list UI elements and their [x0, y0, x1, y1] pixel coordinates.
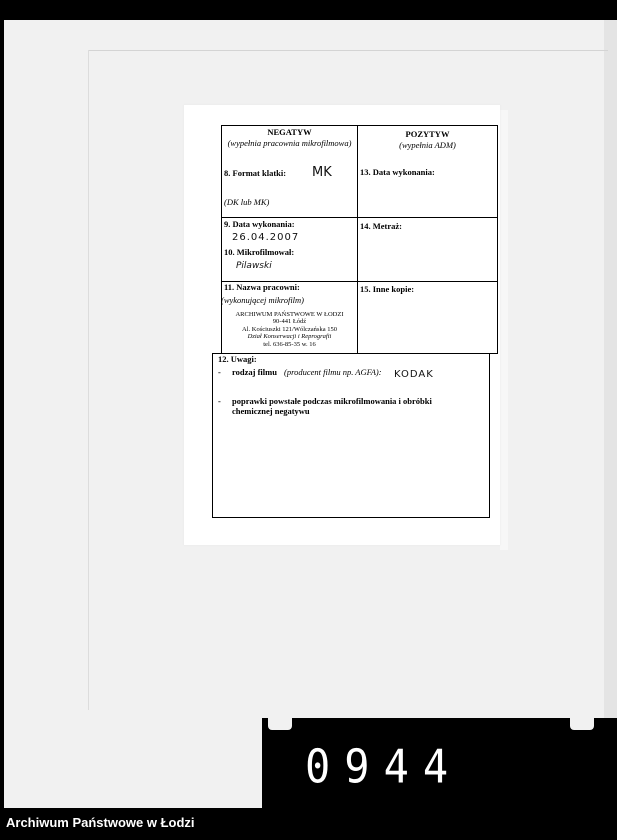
field-10-label: 10. Mikrofilmował: [224, 247, 295, 257]
field-8-hint: (DK lub MK) [224, 197, 270, 207]
field-12-label: 12. Uwagi: [218, 354, 257, 364]
remark-film-type-hint: (producent filmu np. AGFA): [284, 367, 382, 377]
stamp-line: Al. Kościuszki 121/Wólczańska 150 [242, 326, 337, 333]
background-shadow-line [88, 50, 608, 51]
film-notch [570, 718, 594, 730]
negatyw-title: NEGATYW [267, 127, 312, 137]
film-notch [268, 718, 292, 730]
remark-film-type-label: rodzaj filmu [232, 367, 277, 377]
field-10-value: Pilawski [236, 261, 272, 271]
film-right-strip [604, 20, 617, 808]
stamp-line: ARCHIWUM PAŃSTWOWE W ŁODZI [235, 311, 344, 318]
frame-counter: 0944 [305, 739, 463, 794]
field-14-label: 14. Metraż: [360, 221, 403, 231]
remark-corrections-line: poprawki powstałe podczas mikrofilmowania i obróbki [232, 396, 432, 406]
pozytyw-subtitle: (wypełnia ADM) [399, 140, 456, 150]
cell-12 [212, 353, 490, 518]
field-8-label: 8. Format klatki: [224, 168, 287, 178]
metadata-sheet [184, 105, 500, 545]
field-9-value: 26.04.2007 [232, 232, 300, 243]
stamp-line: tel. 636-85-35 w. 16 [263, 341, 316, 348]
film-top-edge [0, 0, 617, 20]
pozytyw-title: POZYTYW [405, 129, 450, 139]
stamp-line: 90-441 Łódź [272, 318, 307, 325]
stamp-line: Dział Konserwacji i Reprografii [247, 333, 332, 340]
background-shadow-line [88, 50, 89, 710]
sheet-shadow [500, 110, 508, 550]
remark-dash: - [218, 396, 221, 406]
field-13-label: 13. Data wykonania: [360, 167, 435, 177]
remark-film-type-value: KODAK [394, 369, 434, 380]
field-11-label: 11. Nazwa pracowni: [224, 282, 300, 292]
archive-name: Archiwum Państwowe w Łodzi [6, 815, 195, 830]
field-15-label: 15. Inne kopie: [360, 284, 415, 294]
remark-corrections-line: chemicznej negatywu [232, 406, 310, 416]
field-11-hint: (wykonującej mikrofilm) [221, 295, 305, 305]
field-8-value: MK [312, 165, 332, 180]
negatyw-subtitle: (wypełnia pracownia mikrofilmowa) [227, 138, 352, 148]
field-9-label: 9. Data wykonania: [224, 219, 295, 229]
remark-dash: - [218, 367, 221, 377]
